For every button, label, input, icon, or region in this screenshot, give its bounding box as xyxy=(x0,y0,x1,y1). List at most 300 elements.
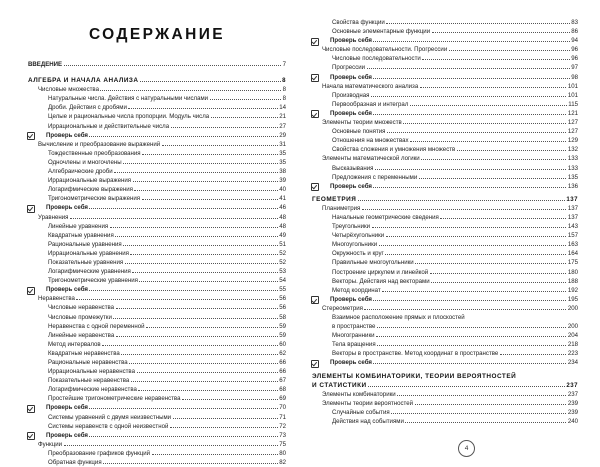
toc-entry-page: 14 xyxy=(279,104,286,112)
leader-dots xyxy=(373,114,566,115)
toc-entry-page: 195 xyxy=(567,295,578,303)
leader-dots xyxy=(64,65,281,66)
toc-entry[interactable] xyxy=(28,358,286,367)
toc-entry[interactable] xyxy=(312,222,578,231)
toc-entry[interactable] xyxy=(28,458,286,467)
toc-entry-label: Дроби. Действия с дробями xyxy=(48,104,127,112)
toc-check-entry[interactable] xyxy=(28,131,286,140)
leader-dots xyxy=(129,363,278,364)
toc-entry-label: Показательные уравнения xyxy=(48,258,124,266)
toc-entry-page: 188 xyxy=(567,277,578,285)
toc-entry-page: 129 xyxy=(567,137,578,145)
toc-entry-page: 137 xyxy=(567,204,578,212)
toc-entry[interactable] xyxy=(28,249,286,258)
toc-entry-label: Основные понятия xyxy=(332,128,386,136)
leader-dots xyxy=(420,87,567,88)
toc-entry-page: 70 xyxy=(279,404,286,412)
toc-entry-label: ЭЛЕМЕНТЫ КОМБИНАТОРИКИ, ТЕОРИИ ВЕРОЯТНОСТЕЙ xyxy=(312,372,517,380)
toc-entry[interactable] xyxy=(312,100,578,109)
leader-dots xyxy=(173,418,278,419)
checkbox-icon xyxy=(311,38,319,46)
toc-entry-page: 96 xyxy=(571,46,578,54)
toc-entry[interactable] xyxy=(28,413,286,422)
toc-check-entry[interactable] xyxy=(312,36,578,45)
toc-entry-page: 66 xyxy=(279,359,286,366)
toc-entry-page: 200 xyxy=(567,304,578,312)
toc-entry[interactable] xyxy=(312,258,578,267)
toc-entry-page: 71 xyxy=(279,413,286,421)
leader-dots xyxy=(116,336,278,337)
toc-entry[interactable] xyxy=(312,286,578,295)
toc-entry[interactable] xyxy=(312,304,578,313)
toc-entry-label: Числовые множества xyxy=(38,86,99,94)
toc-entry-label: Проверь себя xyxy=(330,73,372,81)
toc-entry-label: в пространстве xyxy=(332,323,376,331)
toc-entry-page: 83 xyxy=(571,19,578,26)
toc-entry-label: Простейшие тригонометрические неравенства xyxy=(48,395,181,403)
leader-dots xyxy=(415,263,566,264)
leader-dots xyxy=(373,363,566,364)
toc-entry[interactable] xyxy=(28,94,286,103)
toc-entry-label: Неравенства с одной переменной xyxy=(48,322,145,330)
page-title: СОДЕРЖАНИЕ xyxy=(88,26,226,43)
toc-entry-page: 48 xyxy=(279,213,286,221)
toc-entry[interactable] xyxy=(28,385,286,394)
toc-section-heading[interactable] xyxy=(312,381,578,390)
toc-entry-page: 192 xyxy=(567,286,578,294)
toc-entry-label: Натуральные числа. Действия с натуральными числами xyxy=(48,95,209,103)
toc-entry-page: 204 xyxy=(567,332,578,340)
toc-entry[interactable] xyxy=(28,122,286,131)
leader-dots xyxy=(211,117,278,118)
toc-entry-page: 7 xyxy=(282,61,286,68)
toc-entry-label: Логарифмические выражения xyxy=(48,186,133,194)
toc-spacer xyxy=(28,69,286,76)
toc-check-entry[interactable] xyxy=(28,431,286,440)
toc-left-column xyxy=(0,0,300,465)
leader-dots xyxy=(114,172,278,173)
toc-entry-page: 239 xyxy=(567,408,578,416)
toc-entry-page: 54 xyxy=(279,277,286,285)
leader-dots xyxy=(373,187,566,188)
toc-entry[interactable] xyxy=(312,27,578,36)
leader-dots xyxy=(102,345,278,346)
toc-entry[interactable] xyxy=(312,349,578,358)
toc-entry-label: Предложения с переменными xyxy=(332,173,418,181)
leader-dots xyxy=(415,404,567,405)
toc-entry-page: 62 xyxy=(279,349,286,357)
toc-entry[interactable] xyxy=(312,127,578,136)
toc-entry-page: 223 xyxy=(567,350,578,358)
toc-entry[interactable] xyxy=(28,349,286,358)
toc-entry-page: 29 xyxy=(279,131,286,139)
leader-dots xyxy=(376,336,566,337)
checkbox-icon xyxy=(311,74,319,82)
toc-entry[interactable] xyxy=(28,367,286,376)
toc-entry-label: Многоугольники xyxy=(332,241,378,249)
toc-entry-page: 53 xyxy=(279,268,286,276)
toc-entry[interactable] xyxy=(28,303,286,312)
toc-entry[interactable] xyxy=(312,91,578,100)
toc-entry[interactable] xyxy=(28,276,286,285)
toc-entry-page: 38 xyxy=(279,168,286,176)
toc-entry[interactable] xyxy=(312,249,578,258)
toc-entry-label: Метод координат xyxy=(332,286,381,294)
toc-entry[interactable] xyxy=(28,231,286,240)
toc-entry[interactable] xyxy=(312,82,578,91)
toc-entry-page: 51 xyxy=(279,240,286,248)
toc-entry-page: 66 xyxy=(279,368,286,376)
leader-dots xyxy=(385,254,566,255)
toc-entry[interactable] xyxy=(312,145,578,154)
leader-dots xyxy=(421,159,566,160)
toc-entry-label: Построение циркулем и линейкой xyxy=(332,268,429,276)
leader-dots xyxy=(128,108,277,109)
toc-check-entry[interactable] xyxy=(28,285,286,294)
leader-dots xyxy=(89,290,277,291)
toc-entry-label: Случайные события xyxy=(332,408,390,416)
toc-check-entry[interactable] xyxy=(28,203,286,212)
toc-entry[interactable] xyxy=(28,103,286,112)
leader-dots xyxy=(139,281,277,282)
toc-entry-label: Неравенства xyxy=(38,295,75,303)
leader-dots xyxy=(89,208,277,209)
leader-dots xyxy=(146,327,278,328)
toc-entry-page: 49 xyxy=(279,231,286,239)
toc-entry[interactable] xyxy=(312,173,578,182)
leader-dots xyxy=(371,96,566,97)
toc-entry-label: Обратная функция xyxy=(48,459,102,467)
toc-entry-label: ВВЕДЕНИЕ xyxy=(28,61,63,68)
toc-entry-label: Отношения на множествах xyxy=(332,137,409,145)
toc-entry[interactable] xyxy=(312,164,578,173)
toc-entry-page: 175 xyxy=(567,259,578,267)
toc-entry[interactable] xyxy=(28,322,286,331)
toc-entry-page: 237 xyxy=(566,381,578,389)
toc-entry-label: Высказывания xyxy=(332,164,374,172)
toc-entry-label: Элементы теории вероятностей xyxy=(322,399,414,407)
toc-entry[interactable] xyxy=(312,331,578,340)
toc-entry[interactable] xyxy=(312,417,578,426)
toc-entry-label: Иррациональные неравенства xyxy=(48,368,135,376)
toc-entry-page: 75 xyxy=(279,440,286,448)
toc-entry[interactable] xyxy=(28,185,286,194)
toc-entry[interactable] xyxy=(312,18,578,27)
toc-entry-label: Проверь себя xyxy=(330,182,372,190)
leader-dots xyxy=(123,163,278,164)
leader-dots xyxy=(410,141,566,142)
leader-dots xyxy=(125,263,278,264)
toc-entry[interactable] xyxy=(312,340,578,349)
toc-entry[interactable] xyxy=(28,112,286,121)
toc-entry[interactable] xyxy=(312,154,578,163)
toc-entry-label: АЛГЕБРА И НАЧАЛА АНАЛИЗА xyxy=(28,77,139,85)
toc-entry-page: 136 xyxy=(567,182,578,190)
toc-entry-page: 8 xyxy=(282,86,286,94)
leader-dots xyxy=(170,427,278,428)
toc-entry[interactable] xyxy=(28,149,286,158)
leader-dots xyxy=(89,408,277,409)
toc-check-entry[interactable] xyxy=(312,295,578,304)
toc-check-entry[interactable] xyxy=(312,109,578,118)
toc-entry[interactable] xyxy=(28,240,286,249)
toc-entry-label: Основные элементарные функции xyxy=(332,28,431,36)
toc-entry-label: Векторы. Действия над векторами xyxy=(332,277,430,285)
toc-entry-label: Числовые последовательности. Прогрессии xyxy=(322,46,448,54)
toc-entry[interactable] xyxy=(28,176,286,185)
toc-entry-page: 157 xyxy=(567,232,578,240)
toc-entry-label: Преобразование графиков функций xyxy=(48,449,151,457)
toc-entry-page: 96 xyxy=(571,55,578,63)
leader-dots xyxy=(449,50,570,51)
toc-entry-page: 80 xyxy=(279,449,286,457)
leader-dots xyxy=(373,78,569,79)
toc-entry-page: 200 xyxy=(567,323,578,331)
toc-entry[interactable] xyxy=(28,294,286,303)
toc-entry-page: 58 xyxy=(279,313,286,321)
toc-entry[interactable] xyxy=(312,63,578,72)
toc-entry[interactable] xyxy=(28,394,286,403)
toc-entry-page: 94 xyxy=(571,37,578,45)
toc-entry-label: Элементы теории множеств xyxy=(322,119,402,127)
toc-entry-page: 46 xyxy=(279,204,286,212)
toc-entry-page: 98 xyxy=(571,73,578,81)
toc-entry[interactable] xyxy=(312,408,578,417)
toc-entry[interactable] xyxy=(28,194,286,203)
toc-entry-page: 163 xyxy=(567,241,578,249)
toc-entry-page: 56 xyxy=(279,304,286,312)
toc-entry[interactable] xyxy=(28,422,286,431)
checkbox-icon xyxy=(27,205,35,213)
toc-entry-label: Тела вращения xyxy=(332,341,376,349)
toc-entry-page: 52 xyxy=(279,258,286,266)
checkbox-icon xyxy=(311,183,319,191)
toc-entry-label: Одночлены и многочлены xyxy=(48,158,122,166)
toc-entry-page: 8 xyxy=(282,77,286,85)
toc-entry-page: 73 xyxy=(279,431,286,439)
toc-section-heading[interactable] xyxy=(312,195,578,204)
toc-entry-page: 234 xyxy=(567,359,578,367)
toc-entry[interactable] xyxy=(312,54,578,63)
toc-entry-label: Рациональные неравенства xyxy=(48,359,128,366)
leader-dots xyxy=(386,236,567,237)
toc-check-entry[interactable] xyxy=(28,403,286,412)
toc-entry-label: Метод интервалов xyxy=(48,340,101,348)
toc-entry-page: 41 xyxy=(279,195,286,203)
toc-entry[interactable] xyxy=(28,222,286,231)
toc-entry-label: Проверь себя xyxy=(330,295,372,303)
toc-entry-page: 59 xyxy=(279,331,286,339)
toc-entry[interactable] xyxy=(312,240,578,249)
leader-dots xyxy=(397,395,566,396)
leader-dots xyxy=(430,273,567,274)
toc-entry-label: И СТАТИСТИКИ xyxy=(312,381,367,389)
toc-section-heading[interactable] xyxy=(312,372,578,381)
toc-entry-label: Числовые промежутки xyxy=(48,313,112,321)
leader-dots xyxy=(379,245,567,246)
leader-dots xyxy=(123,245,278,246)
leader-dots xyxy=(137,372,278,373)
toc-entry[interactable] xyxy=(312,313,578,322)
leader-dots xyxy=(140,81,281,82)
toc-entry-label: Системы неравенств с одной неизвестной xyxy=(48,422,169,430)
toc-entry-page: 72 xyxy=(279,422,286,430)
leader-dots xyxy=(121,354,277,355)
toc-entry-page: 40 xyxy=(279,186,286,194)
checkbox-icon xyxy=(27,432,35,440)
leader-dots xyxy=(358,200,565,201)
toc-entry-page: 48 xyxy=(279,222,286,230)
leader-dots xyxy=(130,254,277,255)
toc-entry-label: Элементы комбинаторики xyxy=(322,390,396,398)
toc-entry[interactable] xyxy=(312,118,578,127)
leader-dots xyxy=(440,218,566,219)
checkbox-icon xyxy=(311,360,319,368)
toc-entry-page: 240 xyxy=(567,418,578,426)
toc-entry[interactable] xyxy=(312,277,578,286)
toc-entry-page: 239 xyxy=(567,399,578,407)
toc-entry-page: 143 xyxy=(567,223,578,231)
toc-entry[interactable] xyxy=(312,136,578,145)
leader-dots xyxy=(457,150,567,151)
leader-dots xyxy=(405,422,566,423)
toc-entry-label: Квадратные уравнения xyxy=(48,231,114,239)
toc-entry[interactable] xyxy=(28,167,286,176)
toc-entry[interactable] xyxy=(28,213,286,222)
toc-entry-label: Четырёхугольники xyxy=(332,232,385,240)
toc-entry-label: Стереометрия xyxy=(322,304,363,312)
page-number-right: 4 xyxy=(458,440,475,457)
leader-dots xyxy=(387,132,566,133)
leader-dots xyxy=(142,199,278,200)
toc-entry[interactable] xyxy=(312,322,578,331)
toc-check-entry[interactable] xyxy=(312,182,578,191)
toc-entry-page: 127 xyxy=(567,128,578,136)
toc-entry-label: Производная xyxy=(332,91,370,99)
leader-dots xyxy=(100,90,281,91)
leader-dots xyxy=(368,386,565,387)
toc-entry-page: 127 xyxy=(567,119,578,127)
toc-entry-label: Векторы в пространстве. Метод координат в пространстве xyxy=(332,350,499,358)
toc-entry-page: 27 xyxy=(279,122,286,130)
leader-dots xyxy=(364,309,566,310)
leader-dots xyxy=(377,345,566,346)
toc-entry-page: 86 xyxy=(571,28,578,36)
toc-entry[interactable] xyxy=(312,390,578,399)
toc-entry-label: Свойства функции xyxy=(332,19,385,26)
toc-entry-label: Проверь себя xyxy=(46,286,88,294)
toc-entry-page: 180 xyxy=(567,268,578,276)
toc-entry-label: Линейные неравенства xyxy=(48,331,115,339)
toc-entry-label: Проверь себя xyxy=(46,431,88,439)
toc-entry[interactable] xyxy=(28,376,286,385)
toc-entry[interactable] xyxy=(312,204,578,213)
toc-entry-page: 60 xyxy=(279,340,286,348)
toc-entry[interactable] xyxy=(28,85,286,94)
leader-dots xyxy=(410,105,567,106)
toc-entry[interactable] xyxy=(312,268,578,277)
toc-entry-label: Проверь себя xyxy=(330,359,372,367)
toc-entry-page: 137 xyxy=(567,213,578,221)
toc-section-heading[interactable] xyxy=(28,76,286,85)
checkbox-icon xyxy=(311,110,319,118)
toc-entry-label: Рациональные уравнения xyxy=(48,240,122,248)
leader-dots xyxy=(391,413,566,414)
toc-entry[interactable] xyxy=(312,231,578,240)
toc-entry-label: Свойства сложения и умножения множеств xyxy=(332,146,456,154)
leader-dots xyxy=(70,218,278,219)
toc-entry[interactable] xyxy=(28,313,286,322)
leader-dots xyxy=(131,381,278,382)
toc-entry-label: Числовые неравенства xyxy=(48,304,115,312)
toc-entry-page: 68 xyxy=(279,386,286,394)
toc-right-column xyxy=(300,0,600,465)
toc-entry[interactable] xyxy=(312,399,578,408)
toc-entry-label: Иррациональные выражения xyxy=(48,177,132,185)
toc-entry-label: Тождественные преобразования xyxy=(48,149,141,157)
toc-entry-label: Треугольники xyxy=(332,223,371,231)
toc-entry-page: 137 xyxy=(566,195,578,203)
toc-entry[interactable] xyxy=(28,340,286,349)
toc-entry[interactable] xyxy=(312,213,578,222)
toc-entry-label: Логарифмические неравенства xyxy=(48,386,137,394)
toc-entry-page: 135 xyxy=(567,173,578,181)
toc-entry-label: Проверь себя xyxy=(46,131,88,139)
leader-dots xyxy=(367,68,570,69)
toc-entry[interactable] xyxy=(28,267,286,276)
toc-entry-page: 101 xyxy=(567,82,578,90)
leader-dots xyxy=(113,318,277,319)
toc-entry[interactable] xyxy=(28,449,286,458)
leader-dots xyxy=(152,454,278,455)
toc-entry[interactable] xyxy=(28,140,286,149)
leader-dots xyxy=(110,227,278,228)
toc-entry[interactable] xyxy=(28,258,286,267)
leader-dots xyxy=(375,169,566,170)
toc-entry-page: 39 xyxy=(279,177,286,185)
toc-entry-page: 82 xyxy=(279,459,286,467)
toc-entry-label: Уравнения xyxy=(38,213,69,221)
toc-entry-page: 56 xyxy=(279,295,286,303)
leader-dots xyxy=(76,299,277,300)
leader-dots xyxy=(132,272,277,273)
toc-entry[interactable] xyxy=(28,158,286,167)
toc-entry-label: Первообразная и интеграл xyxy=(332,100,409,108)
toc-right-list xyxy=(312,18,578,426)
toc-entry[interactable] xyxy=(28,331,286,340)
toc-entry[interactable] xyxy=(28,440,286,449)
toc-entry[interactable] xyxy=(28,60,286,69)
toc-entry-page: 67 xyxy=(279,377,286,385)
toc-entry-label: ГЕОМЕТРИЯ xyxy=(312,195,357,203)
toc-entry-label: Элементы математической логики xyxy=(322,155,420,163)
toc-entry-page: 218 xyxy=(567,341,578,349)
toc-entry-label: Показательные неравенства xyxy=(48,377,130,385)
toc-entry-label: Системы уравнений с двумя неизвестными xyxy=(48,413,172,421)
toc-check-entry[interactable] xyxy=(312,358,578,367)
toc-check-entry[interactable] xyxy=(312,73,578,82)
toc-entry-page: 115 xyxy=(568,100,578,108)
toc-entry[interactable] xyxy=(312,45,578,54)
leader-dots xyxy=(419,178,567,179)
toc-entry-label: Окружность и круг xyxy=(332,250,384,258)
toc-entry-page: 35 xyxy=(279,158,286,166)
toc-entry-label: Квадратные неравенства xyxy=(48,349,120,357)
leader-dots xyxy=(89,436,277,437)
toc-entry-page: 8 xyxy=(282,95,286,103)
leader-dots xyxy=(403,123,566,124)
leader-dots xyxy=(133,181,278,182)
